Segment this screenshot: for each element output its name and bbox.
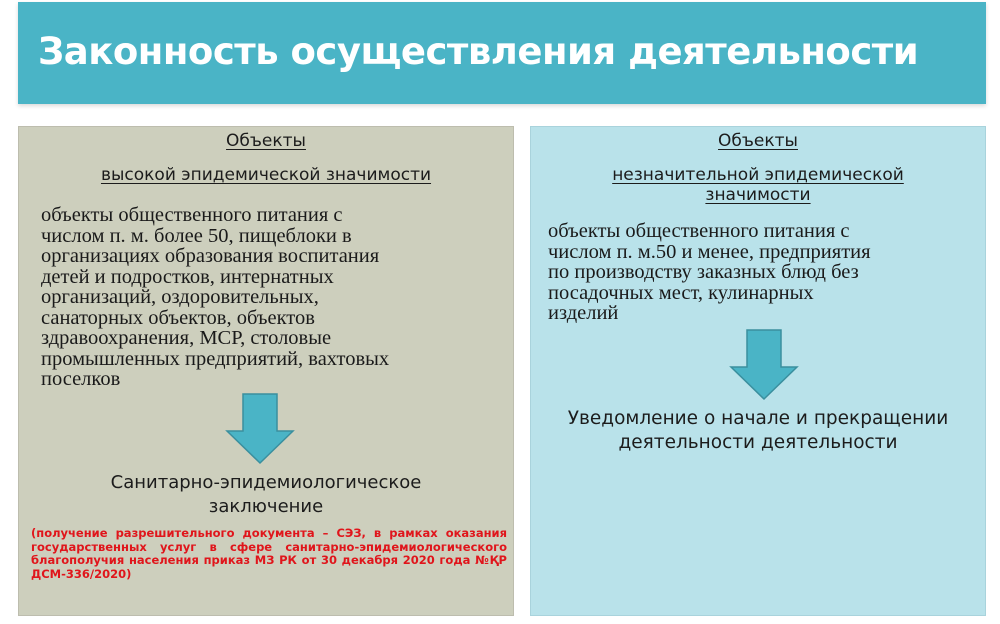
left-body-line: санаторных объектов, объектов	[41, 306, 315, 329]
left-result-line2: заключение	[208, 496, 324, 517]
left-down-arrow-icon	[225, 393, 295, 465]
left-body-line: здравоохранения, МСР, столовые	[41, 327, 332, 349]
right-body-line: посадочных мест, кулинарных	[548, 281, 814, 304]
title-banner	[18, 2, 986, 104]
right-body-line: по производству заказных блюд без	[548, 261, 859, 283]
right-body-line: числом п. м.50 и менее, предприятия	[548, 240, 871, 263]
right-body-text	[548, 221, 871, 324]
left-body-line: объекты общественного питания с	[41, 204, 343, 226]
permit-note: (получение разрешительного документа – СЭЗ, в рамках оказания государственных услуг в сфере санитарно-эпидемиологического благополучия населения приказ МЗ РК от 30 декабря 2020 года №ҚР ДСМ-336/2020)	[31, 526, 507, 581]
right-body-line: объекты общественного питания с	[548, 220, 850, 242]
left-body-line: числом п. м. более 50, пищеблоки в	[41, 224, 352, 247]
right-down-arrow-icon	[729, 329, 799, 401]
left-body-line: организаций, оздоровительных,	[41, 286, 319, 308]
high-significance-panel	[18, 126, 514, 616]
right-result-line1: Уведомление о начале и прекращении	[567, 408, 949, 429]
left-heading-line1: Объекты	[226, 131, 306, 151]
right-heading-line3: значимости	[705, 185, 811, 205]
left-body-line: детей и подростков, интернатных	[41, 265, 334, 288]
right-result-line2: деятельности деятельности	[618, 432, 898, 453]
page-title: Законность осуществления деятельности	[38, 30, 919, 73]
left-body-text	[41, 205, 389, 390]
left-body-line: промышленных предприятий, вахтовых	[41, 347, 390, 370]
low-significance-panel	[530, 126, 986, 616]
left-result-line1: Санитарно-эпидемиологическое	[110, 472, 422, 493]
left-body-line: поселков	[41, 368, 121, 390]
right-heading-line2: незначительной эпидемической	[612, 165, 904, 185]
right-body-line: изделий	[548, 302, 619, 324]
left-heading-line2: высокой эпидемической значимости	[100, 165, 432, 185]
right-heading-line1: Объекты	[718, 131, 798, 151]
left-body-line: организациях образования воспитания	[41, 245, 380, 267]
